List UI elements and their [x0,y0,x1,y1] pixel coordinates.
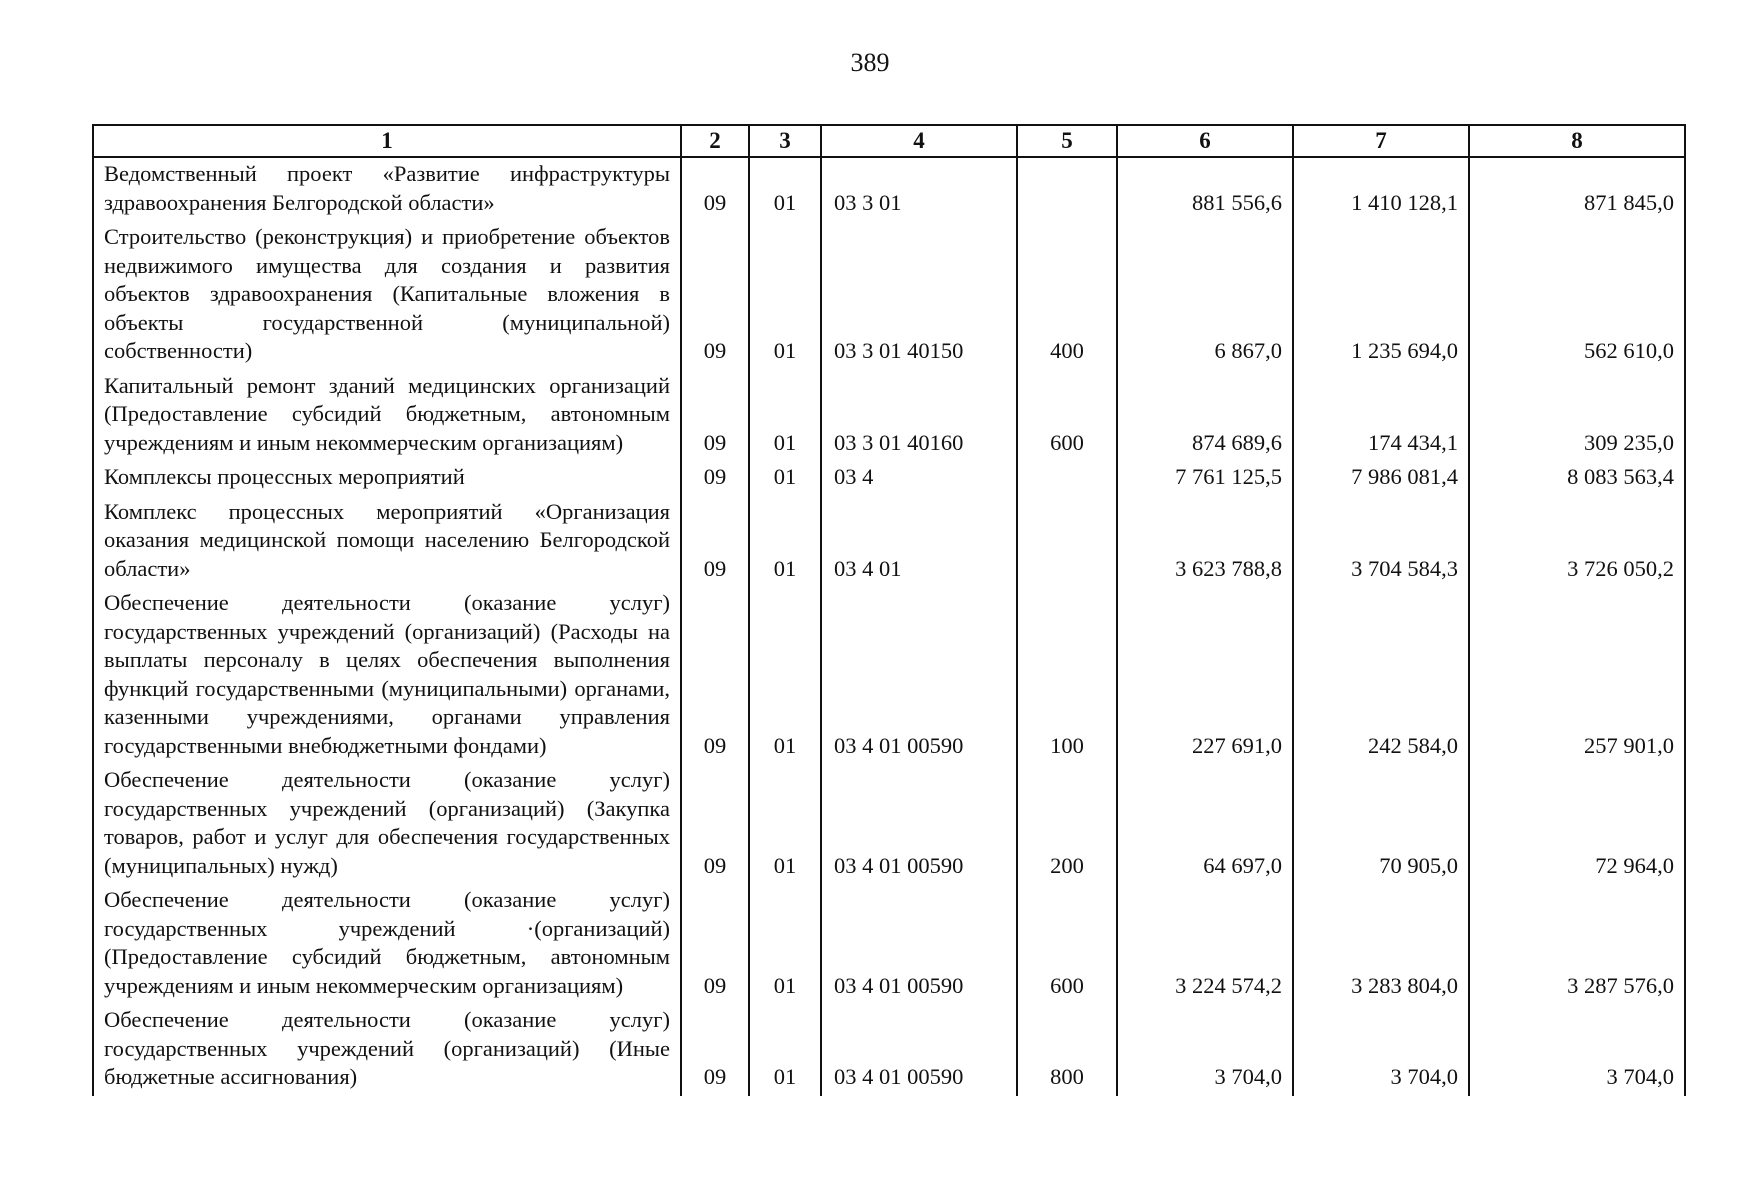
header-col-4: 4 [821,125,1017,157]
header-col-1: 1 [93,125,681,157]
row-name: Строительство (реконструкция) и приобретение объектов недвижимого имущества для создания и развития объектов здравоохранения (Капитальные вложения в объекты государственной (муниципальной) собственности) [93,221,681,370]
table-row [93,884,1685,1004]
row-name: Обеспечение деятельности (оказание услуг) государственных учреждений ·(организаций) (Предоставление субсидий бюджетным, автономным учреждениям и иным некоммерческим организациям) [93,884,681,1004]
header-col-2: 2 [681,125,749,157]
row-section: 09 [681,370,749,462]
row-amount-col8: 257 901,0 [1469,587,1685,764]
row-name: Обеспечение деятельности (оказание услуг) государственных учреждений (организаций) (Закупка товаров, работ и услуг для обеспечения государственных (муниципальных) нужд) [93,764,681,884]
row-target-article: 03 4 01 00590 [821,764,1017,884]
row-amount-col7: 3 704,0 [1293,1004,1469,1096]
row-amount-col7: 3 283 804,0 [1293,884,1469,1004]
row-expense-type [1017,461,1117,496]
row-amount-col8: 309 235,0 [1469,370,1685,462]
header-col-8: 8 [1469,125,1685,157]
row-amount-col8: 8 083 563,4 [1469,461,1685,496]
row-amount-col8: 562 610,0 [1469,221,1685,370]
row-amount-col7: 70 905,0 [1293,764,1469,884]
row-name: Капитальный ремонт зданий медицинских организаций (Предоставление субсидий бюджетным, автономным учреждениям и иным некоммерческим организациям) [93,370,681,462]
table-row [93,461,1685,496]
row-amount-col8: 3 704,0 [1469,1004,1685,1096]
row-target-article: 03 4 01 00590 [821,884,1017,1004]
row-amount-col7: 3 704 584,3 [1293,496,1469,588]
row-expense-type: 800 [1017,1004,1117,1096]
row-subsection: 01 [749,461,821,496]
row-section: 09 [681,764,749,884]
row-amount-col6: 227 691,0 [1117,587,1293,764]
row-amount-col6: 6 867,0 [1117,221,1293,370]
table-row [93,1004,1685,1096]
row-subsection: 01 [749,764,821,884]
row-amount-col7: 242 584,0 [1293,587,1469,764]
row-expense-type: 100 [1017,587,1117,764]
row-subsection: 01 [749,884,821,1004]
row-target-article: 03 3 01 40160 [821,370,1017,462]
row-name: Комплексы процессных мероприятий [93,461,681,496]
row-name: Обеспечение деятельности (оказание услуг) государственных учреждений (организаций) (Расходы на выплаты персоналу в целях обеспечения выполнения функций государственными (муниципальными) органами, казенными учреждениями, органами управления государственными внебюджетными фондами) [93,587,681,764]
row-expense-type: 200 [1017,764,1117,884]
header-col-5: 5 [1017,125,1117,157]
table-row [93,370,1685,462]
row-amount-col7: 7 986 081,4 [1293,461,1469,496]
row-amount-col6: 3 224 574,2 [1117,884,1293,1004]
row-section: 09 [681,1004,749,1096]
header-col-3: 3 [749,125,821,157]
row-target-article: 03 3 01 [821,157,1017,221]
row-subsection: 01 [749,496,821,588]
row-section: 09 [681,461,749,496]
row-amount-col8: 871 845,0 [1469,157,1685,221]
row-target-article: 03 4 [821,461,1017,496]
row-name: Обеспечение деятельности (оказание услуг) государственных учреждений (организаций) (Иные бюджетные ассигнования) [93,1004,681,1096]
row-target-article: 03 4 01 00590 [821,1004,1017,1096]
row-target-article: 03 4 01 00590 [821,587,1017,764]
header-row [93,125,1685,157]
row-subsection: 01 [749,1004,821,1096]
row-amount-col8: 3 287 576,0 [1469,884,1685,1004]
row-amount-col6: 874 689,6 [1117,370,1293,462]
table-row [93,587,1685,764]
row-target-article: 03 3 01 40150 [821,221,1017,370]
row-amount-col7: 1 235 694,0 [1293,221,1469,370]
page-number: 389 [850,48,890,77]
row-target-article: 03 4 01 [821,496,1017,588]
row-amount-col6: 3 623 788,8 [1117,496,1293,588]
header-col-6: 6 [1117,125,1293,157]
row-expense-type [1017,157,1117,221]
row-subsection: 01 [749,370,821,462]
budget-table [92,124,1686,1096]
row-expense-type: 600 [1017,370,1117,462]
row-amount-col7: 1 410 128,1 [1293,157,1469,221]
row-subsection: 01 [749,157,821,221]
table-row [93,157,1685,221]
row-amount-col6: 64 697,0 [1117,764,1293,884]
table-row [93,221,1685,370]
row-amount-col6: 7 761 125,5 [1117,461,1293,496]
row-section: 09 [681,496,749,588]
row-section: 09 [681,884,749,1004]
table-row [93,764,1685,884]
row-section: 09 [681,587,749,764]
row-expense-type: 400 [1017,221,1117,370]
row-section: 09 [681,221,749,370]
row-expense-type [1017,496,1117,588]
row-name: Комплекс процессных мероприятий «Организация оказания медицинской помощи населению Белгородской области» [93,496,681,588]
row-subsection: 01 [749,221,821,370]
row-subsection: 01 [749,587,821,764]
row-expense-type: 600 [1017,884,1117,1004]
row-amount-col7: 174 434,1 [1293,370,1469,462]
row-amount-col8: 72 964,0 [1469,764,1685,884]
row-amount-col8: 3 726 050,2 [1469,496,1685,588]
row-name: Ведомственный проект «Развитие инфраструктуры здравоохранения Белгородской области» [93,157,681,221]
header-col-7: 7 [1293,125,1469,157]
row-section: 09 [681,157,749,221]
table-row [93,496,1685,588]
row-amount-col6: 3 704,0 [1117,1004,1293,1096]
row-amount-col6: 881 556,6 [1117,157,1293,221]
